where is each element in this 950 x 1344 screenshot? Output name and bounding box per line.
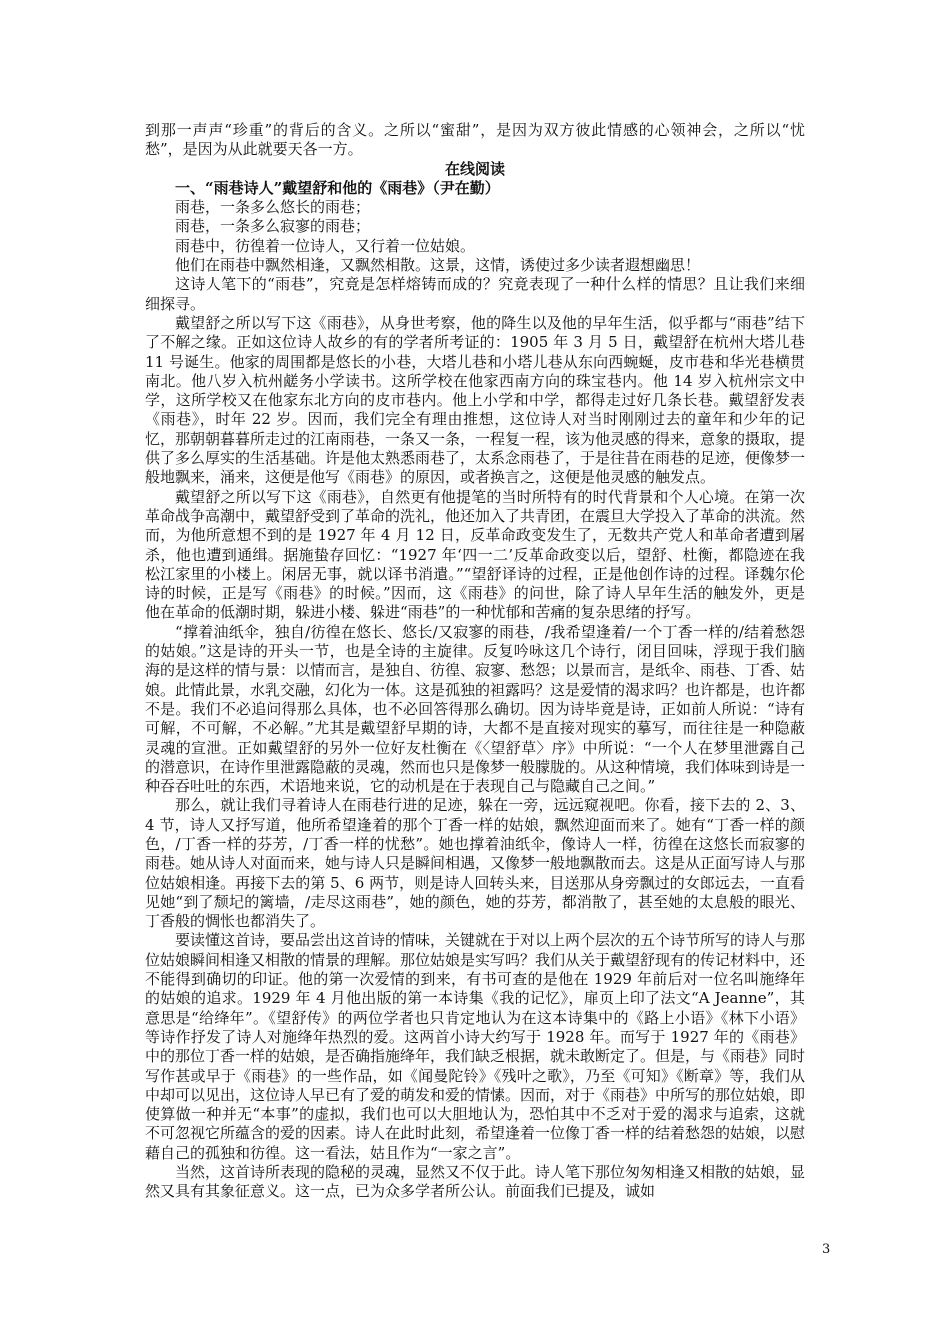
article-title: 一、“雨巷诗人”戴望舒和他的《雨巷》（尹在勤） xyxy=(175,178,500,197)
poem-line: 雨巷，一条多么悠长的雨巷； xyxy=(175,198,371,217)
section-title: 在线阅读 xyxy=(444,159,505,178)
intro-paragraph: 到那一声声“珍重”的背后的含义。之所以“蜜甜”，是因为双方彼此情感的心领神会，之所以“忧愁”，是因为从此就要天各一方。 xyxy=(145,121,805,159)
body-paragraph: 戴望舒之所以写下这《雨巷》，从身世考察，他的降生以及他的早年生活，似乎都与“雨巷”结下了不解之缘。正如这位诗人故乡的有的学者所考证的：1905 年 3 月 5 日，戴望舒在杭州大塔儿巷 11 号诞生。他家的周围都是悠长的小巷，大塔儿巷和小塔儿巷从东向西蜿蜒，皮市巷和华光巷横贯南北。他八岁入杭州鹾务小学读书。这所学校在他家西南方向的珠宝巷内。他 14 岁入杭州宗文中学，这所学校又在他家东北方向的皮市巷内。他上小学和中学，都得走过好几条长巷。戴望舒发表《雨巷》，时年 22 岁。因而，我们完全有理由推想，这位诗人对当时刚刚过去的童年和少年的记忆，那朝朝暮暮所走过的江南雨巷，一条又一条，一程复一程，该为他灵感的得来，意象的摄取，提供了多么厚实的生活基础。许是他太熟悉雨巷了，太系念雨巷了，于是往昔在雨巷的足迹，便像梦一般地飘来，涌来，这便是他写《雨巷》的原因，或者换言之，这便是他灵感的触发点。 xyxy=(145,313,806,487)
body-paragraph: 他们在雨巷中飘然相逢，又飘然相散。这景，这情，诱使过多少读者遐想幽思！ xyxy=(175,256,701,275)
body-paragraph: 那么，就让我们寻着诗人在雨巷行进的足迹，躲在一旁，远远窥视吧。你看，接下去的 2、3、4 节，诗人又抒写道，他所希望逢着的那个丁香一样的姑娘，飘然迎面而来了。她有“丁香一样的颜色，/丁香一样的芬芳，/丁香一样的忧愁”。她也撑着油纸伞，像诗人一样，彷徨在这悠长而寂寥的雨巷。她从诗人对面而来，她与诗人只是瞬间相遇，又像梦一般地飘散而去。这是从正面写诗人与那位姑娘相逢。再接下去的第 5、6 两节，则是诗人回转头来，目送那从身旁飘过的女郎远去，一直看见她“到了颓圮的篱墙，/走尽这雨巷”，她的颜色，她的芬芳，都消散了，甚至她的太息般的眼光、丁香般的惆怅也都消失了。 xyxy=(145,796,806,931)
body-paragraph: 当然，这首诗所表现的隐秘的灵魂，显然又不仅于此。诗人笔下那位匆匆相逢又相散的姑娘，显然又具有其象征意义。这一点，已为众多学者所公认。前面我们已提及，诚如 xyxy=(145,1163,806,1201)
poem-line: 雨巷，一条多么寂寥的雨巷； xyxy=(175,217,371,236)
body-paragraph: 戴望舒之所以写下这《雨巷》，自然更有他提笔的当时所特有的时代背景和个人心境。在第一次革命战争高潮中，戴望舒受到了革命的洗礼，他还加入了共青团，在震旦大学投入了革命的洪流。然而，为他所意想不到的是 1927 年 4 月 12 日，反革命政变发生了，无数共产党人和革命者遭到屠杀，他也遭到通缉。据施蛰存回忆：“1927 年‘四一二’反革命政变以后，望舒、杜衡，都隐迹在我松江家里的小楼上。闲居无事，就以译书消遣。”“望舒译诗的过程，正是他创作诗的过程。译魏尔伦诗的时候，正是写《雨巷》的时候。”因而，这《雨巷》的问世，除了诗人早年生活的触发外，更是他在革命的低潮时期，躲进小楼、躲进“雨巷”的一种忧郁和苦痛的复杂思绪的抒写。 xyxy=(145,487,806,622)
body-paragraph: “撑着油纸伞，独自/彷徨在悠长、悠长/又寂寥的雨巷，/我希望逢着/一个丁香一样的/结着愁怨的姑娘。”这是诗的开头一节，也是全诗的主旋律。反复吟咏这几个诗行，闭目回味，浮现于我们脑海的是这样的情与景：以情而言，是独自、彷徨、寂寥、愁怨；以景而言，是纸伞、雨巷、丁香、姑娘。此情此景，水乳交融，幻化为一体。这是孤独的袒露吗？这是爱情的渴求吗？也许都是，也许都不是。我们不必追问得那么具体，也不必回答得那么确切。因为诗毕竟是诗，正如前人所说：“诗有可解，不可解，不必解。”尤其是戴望舒早期的诗，大都不是直接对现实的摹写，而往往是一种隐蔽灵魂的宣泄。正如戴望舒的另外一位好友杜衡在《〈望舒草〉序》中所说：“一个人在梦里泄露自己的潜意识，在诗作里泄露隐蔽的灵魂，然而也只是像梦一般朦胧的。从这种情境，我们体味到诗是一种吞吞吐吐的东西，术语地来说，它的动机是在于表现自己与隐藏自己之间。” xyxy=(145,622,806,796)
document-page xyxy=(145,121,805,1202)
page-number: 3 xyxy=(822,1242,831,1257)
poem-line: 雨巷中，彷徨着一位诗人，又行着一位姑娘。 xyxy=(175,236,476,255)
body-paragraph: 这诗人笔下的“雨巷”，究竟是怎样熔铸而成的？究竟表现了一种什么样的情思？且让我们来细细探寻。 xyxy=(145,275,805,313)
body-paragraph: 要读懂这首诗，要品尝出这首诗的情味，关键就在于对以上两个层次的五个诗节所写的诗人与那位姑娘瞬间相逢又相散的情景的理解。那位姑娘是实写吗？我们从关于戴望舒现有的传记材料中，还不能得到确切的印证。他的第一次爱情的到来，有书可查的是他在 1929 年前后对一位名叫施绛年的姑娘的追求。1929 年 4 月他出版的第一本诗集《我的记忆》，扉页上印了法文“A Jeanne”，其意思是“给绛年”。《望舒传》的两位学者也只肯定地认为在这本诗集中的《路上小语》《林下小语》等诗作抒发了诗人对施绛年热烈的爱。这两首小诗大约写于 1928 年。而写于 1927 年的《雨巷》中的那位丁香一样的姑娘，是否确指施绛年，我们缺乏根据，就未敢断定了。但是，与《雨巷》同时写作甚或早于《雨巷》的一些作品，如《闻曼陀铃》《残叶之歌》，乃至《可知》《断章》等，我们从中却可以见出，这位诗人早已有了爱的萌发和爱的情愫。因而，对于《雨巷》中所写的那位姑娘，即使算做一种并无“本事”的虚拟，我们也可以大胆地认为，恐怕其中不乏对于爱的渴求与追索，这就不可忽视它所蕴含的爱的因素。诗人在此时此刻，希望逢着一位像丁香一样的结着愁怨的姑娘，以慰藉自己的孤独和彷徨。这一看法，姑且作为“一家之言”。 xyxy=(145,931,806,1162)
